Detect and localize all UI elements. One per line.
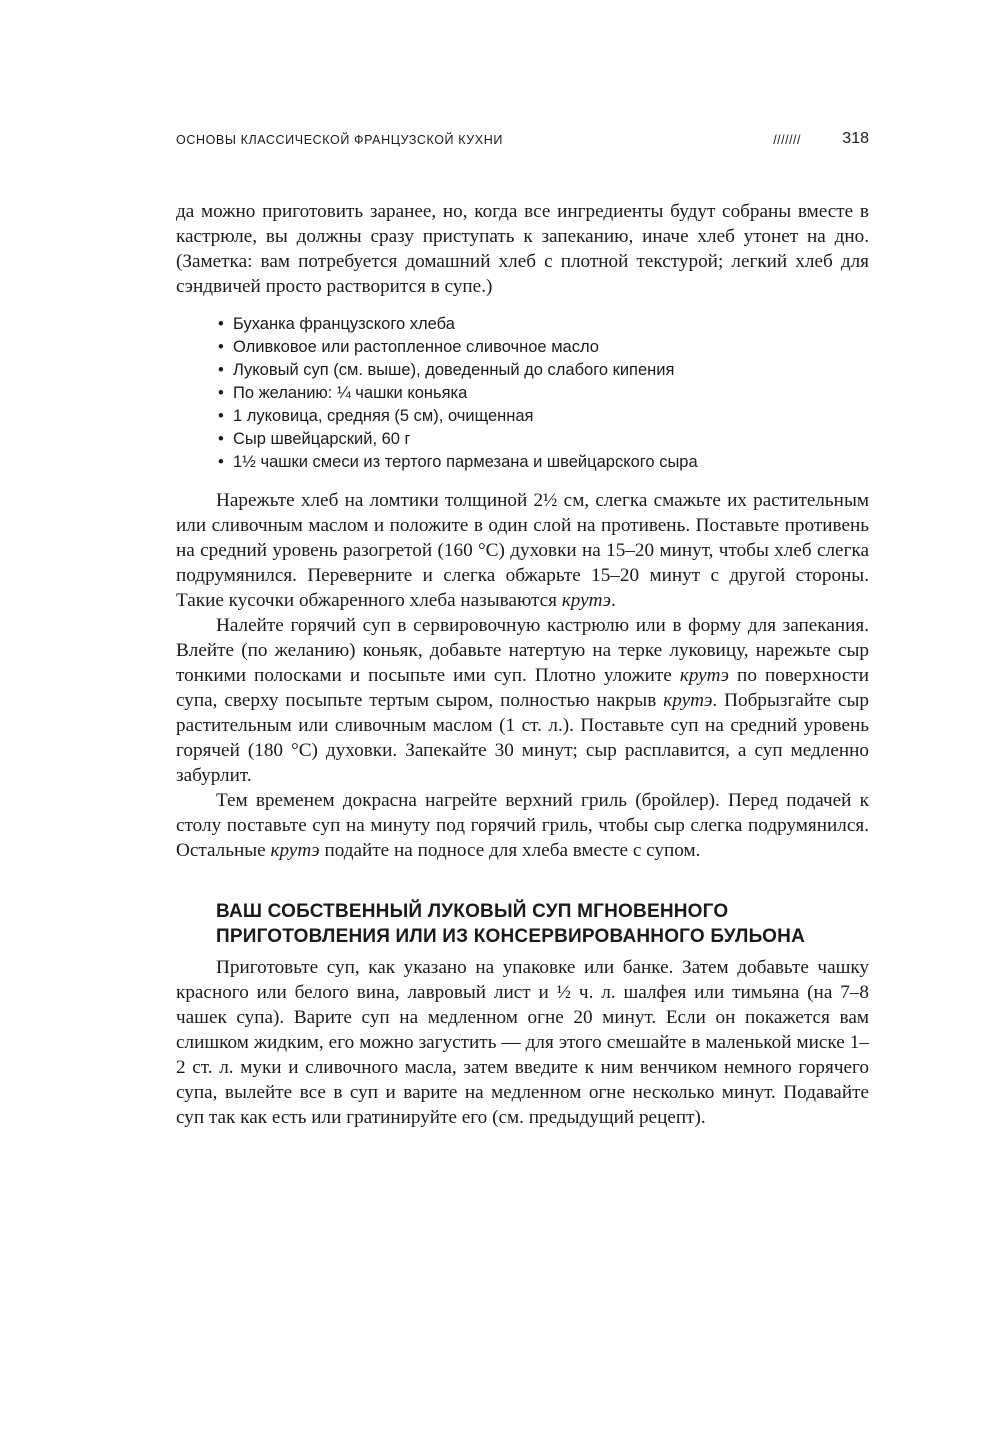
croute-term: крутэ — [679, 665, 729, 686]
bullet-icon: • — [218, 384, 224, 402]
section-heading: ВАШ СОБСТВЕННЫЙ ЛУКОВЫЙ СУП МГНОВЕННОГО ПРИГОТОВЛЕНИЯ ИЛИ ИЗ КОНСЕРВИРОВАННОГО БУЛЬОНА — [216, 901, 805, 947]
ingredient-item — [216, 428, 869, 451]
page-number: 318 — [842, 130, 869, 147]
ingredient-text: Буханка французского хлеба — [233, 315, 455, 333]
ingredient-text: Луковый суп (см. выше), доведенный до слабого кипения — [233, 361, 675, 379]
header-slashes: /////// — [773, 133, 801, 147]
section-paragraph: Приготовьте суп, как указано на упаковке или банке. Затем добавьте чашку красного или белого вина, лавровый лист и ½ ч. л. шалфея или тимьяна (на 7–8 чашек супа). Варите суп на медленном огне 20 минут. Если он покажется вам слишком жидким, его можно загустить — для этого смешайте в маленькой миске 1–2 ст. л. муки и сливочного масла, затем введите к ним венчиком немного горячего супа, вылейте все в суп и варите на медленном огне несколько минут. Подавайте суп так как есть или гратинируйте его (см. предыдущий рецепт). — [176, 957, 869, 1128]
ingredient-text: По желанию: ¼ чашки коньяка — [233, 384, 468, 402]
ingredient-item — [216, 336, 869, 359]
ingredient-item — [216, 382, 869, 405]
croute-term: крутэ — [270, 840, 320, 861]
ingredient-text: 1 луковица, средняя (5 см), очищенная — [233, 407, 534, 425]
paragraph-serving — [176, 788, 869, 863]
paragraph-bread-prep — [176, 488, 869, 613]
ingredients-list — [216, 313, 869, 474]
ingredient-item — [216, 451, 869, 474]
bullet-icon: • — [218, 338, 224, 356]
ingredient-text: Оливковое или растопленное сливочное масло — [233, 338, 599, 356]
paragraph-text: по поверхности супа, сверху посыпьте тертым сыром, полностью накрыв — [176, 665, 869, 711]
ingredient-item — [216, 313, 869, 336]
bullet-icon: • — [218, 315, 224, 333]
croute-term: крутэ — [663, 690, 713, 711]
paragraph-assembly — [176, 613, 869, 788]
paragraph-text: . — [610, 590, 616, 611]
bullet-icon: • — [218, 361, 224, 379]
page-body — [176, 199, 869, 1130]
ingredient-text: 1½ чашки смеси из тертого пармезана и швейцарского сыра — [233, 453, 698, 471]
ingredient-item — [216, 359, 869, 382]
bullet-icon: • — [218, 453, 224, 471]
running-title: ОСНОВЫ КЛАССИЧЕСКОЙ ФРАНЦУЗСКОЙ КУХНИ — [176, 133, 503, 147]
ingredient-text: Сыр швейцарский, 60 г — [233, 430, 411, 448]
bullet-icon: • — [218, 407, 224, 425]
paragraph-text: Тем временем докрасна нагрейте верхний гриль (бройлер). Перед подачей к столу поставьте суп на минуту под горячий гриль, чтобы сыр слегка подрумянился. Остальные — [176, 790, 869, 861]
paragraph-text: . Побрызгайте сыр растительным или сливочным маслом (1 ст. л.). Поставьте суп на средний уровень горячей (180 °С) духовки. Запекайте 30 минут; сыр расплавится, а суп медленно забурлит. — [176, 690, 869, 786]
paragraph-text: Нарежьте хлеб на ломтики толщиной 2½ см, слегка смажьте их растительным или сливочным маслом и положите в один слой на противень. Поставьте противень на средний уровень разогретой (160 °С) духовки на 15–20 минут, чтобы хлеб слегка подрумянился. Переверните и слегка обжарьте 15–20 минут с другой стороны. Такие кусочки обжаренного хлеба называются — [176, 490, 869, 611]
paragraph-text: Налейте горячий суп в сервировочную кастрюлю или в форму для запекания. Влейте (по желанию) коньяк, добавьте натертую на терке луковицу, нарежьте сыр тонкими полосками и посыпьте ими суп. Плотно уложите — [176, 615, 869, 686]
bullet-icon: • — [218, 430, 224, 448]
running-header — [176, 130, 869, 152]
ingredient-item — [216, 405, 869, 428]
paragraph-text: подайте на подносе для хлеба вместе с супом. — [319, 840, 701, 861]
intro-paragraph: да можно приготовить заранее, но, когда все ингредиенты будут собраны вместе в кастрюле, вы должны сразу приступать к запеканию, иначе хлеб утонет на дно. (Заметка: вам потребуется домашний хлеб с плотной текстурой; легкий хлеб для сэндвичей просто растворится в супе.) — [176, 201, 869, 297]
croute-term: крутэ — [561, 590, 611, 611]
